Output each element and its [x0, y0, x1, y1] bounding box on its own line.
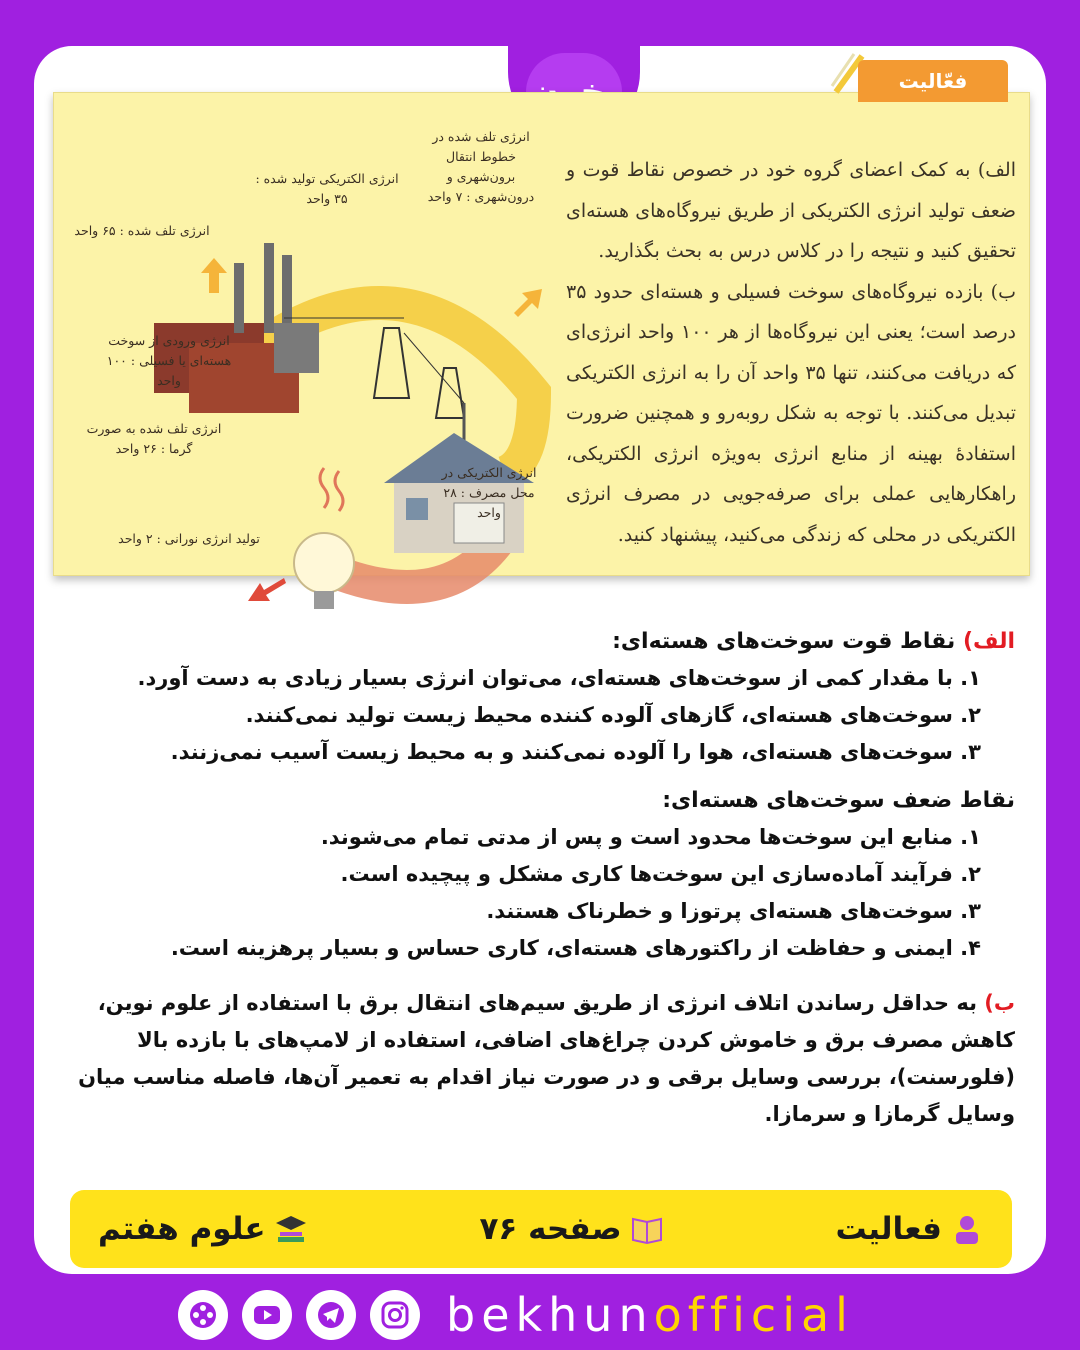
book-icon	[630, 1212, 664, 1246]
instagram-icon[interactable]	[370, 1290, 420, 1340]
answer-be	[60, 985, 1015, 1133]
label-transmission-loss: انرژی تلف شده در خطوط انتقال برون‌شهری و درون‌شهری : ۷ واحد	[427, 129, 535, 204]
weakness-item: ۲. فرآیند آماده‌سازی این سوخت‌ها کاری مشکل و پیچیده است.	[340, 862, 981, 886]
aparat-icon[interactable]	[178, 1290, 228, 1340]
teacher-icon	[950, 1212, 984, 1246]
weakness-item: ۱. منابع این سوخت‌ها محدود است و پس از مدتی تمام می‌شوند.	[320, 825, 981, 849]
strength-item: ۳. سوخت‌های هسته‌ای، هوا را آلوده نمی‌کنند و به محیط زیست آسیب نمی‌زنند.	[170, 740, 981, 764]
label-heat-loss: انرژی تلف شده به صورت گرما : ۲۶ واحد	[86, 421, 222, 456]
strengths-title: نقاط قوت سوخت‌های هسته‌ای:	[612, 629, 956, 654]
handle-part2: official	[653, 1288, 854, 1342]
footer-activity	[835, 1211, 984, 1247]
alef-marker: الف)	[962, 629, 1015, 654]
footer-activity-label: فعالیت	[835, 1211, 942, 1247]
be-marker: ب)	[984, 991, 1015, 1015]
telegram-icon[interactable]	[306, 1290, 356, 1340]
activity-tab: فعّالیت	[858, 60, 1008, 102]
youtube-icon[interactable]	[242, 1290, 292, 1340]
weaknesses-heading: نقاط ضعف سوخت‌های هسته‌ای:	[662, 788, 1015, 813]
weakness-item: ۳. سوخت‌های هسته‌ای پرتوزا و خطرناک هستند.	[486, 899, 981, 923]
social-bar	[178, 1285, 854, 1345]
social-handle	[446, 1288, 854, 1342]
footer-page-label: صفحه ۷۶	[479, 1211, 622, 1247]
strength-item: ۱. با مقدار کمی از سوخت‌های هسته‌ای، می‌توان انرژی بسیار زیادی به دست آورد.	[137, 666, 981, 690]
label-light-energy: تولید انرژی نورانی : ۲ واحد	[118, 531, 260, 546]
label-electric-generated: انرژی الکتریکی تولید شده : ۳۵ واحد	[255, 171, 399, 206]
footer-page	[479, 1211, 663, 1247]
answers	[60, 624, 1015, 1133]
label-lost-65: انرژی تلف شده : ۶۵ واحد	[74, 223, 210, 238]
strength-item: ۲. سوخت‌های هسته‌ای، گازهای آلوده کننده محیط زیست تولید نمی‌کنند.	[245, 703, 981, 727]
footer-bar	[70, 1190, 1012, 1268]
graduation-cap-icon	[274, 1212, 308, 1246]
textbook-para-alef: الف) به کمک اعضای گروه خود در خصوص نقاط قوت و ضعف تولید انرژی الکتریکی از طریق نیروگاه‌های هسته‌ای تحقیق کنید و نتیجه را در کلاس درس به بحث بگذارید.	[566, 159, 1016, 262]
textbook-para-be: ب) بازده نیروگاه‌های سوخت فسیلی و هسته‌ای حدود ۳۵ درصد است؛ یعنی این نیروگاه‌ها از هر ۱۰۰ واحد انرژی‌ای که دریافت می‌کنند، تنها ۳۵ واحد آن را به انرژی الکتریکی تبدیل می‌کنند. با توجه به شکل روبه‌رو و همچنین ضرورت استفادهٔ بهینه از منابع انرژی به‌ویژه انرژی الکتریکی، راهکارهایی عملی برای صرفه‌جویی در مصرف انرژی الکتریکی در محلی که زندگی می‌کنید، پیشنهاد کنید.	[566, 280, 1016, 546]
footer-subject	[98, 1211, 308, 1247]
handle-part1: bekhun	[446, 1288, 654, 1342]
textbook-text	[566, 150, 1016, 555]
label-input-energy: انرژی ورودی از سوخت هسته‌ای یا فسیلی : ۱۰۰ واحد	[106, 333, 232, 388]
footer-subject-label: علوم هفتم	[98, 1211, 266, 1247]
strengths-heading	[60, 624, 1015, 660]
weakness-item: ۴. ایمنی و حفاظت از راکتورهای هسته‌ای، کاری حساس و بسیار پرهزینه است.	[170, 936, 981, 960]
label-at-consumption: انرژی الکتریکی در محل مصرف : ۲۸ واحد	[441, 465, 537, 520]
answer-be-text: به حداقل رساندن اتلاف انرژی از طریق سیم‌های انتقال برق با استفاده از علوم نوین، کاهش مصرف برق و خاموش کردن چراغ‌های اضافی، استفاده از لامپ‌های با بازده بالا (فلورسنت)، بررسی وسایل برقی و در صورت نیاز اقدام به تعمیر آن‌ها، فاصله مناسب میان وسایل گرمازا و سرمازا.	[78, 991, 1015, 1126]
